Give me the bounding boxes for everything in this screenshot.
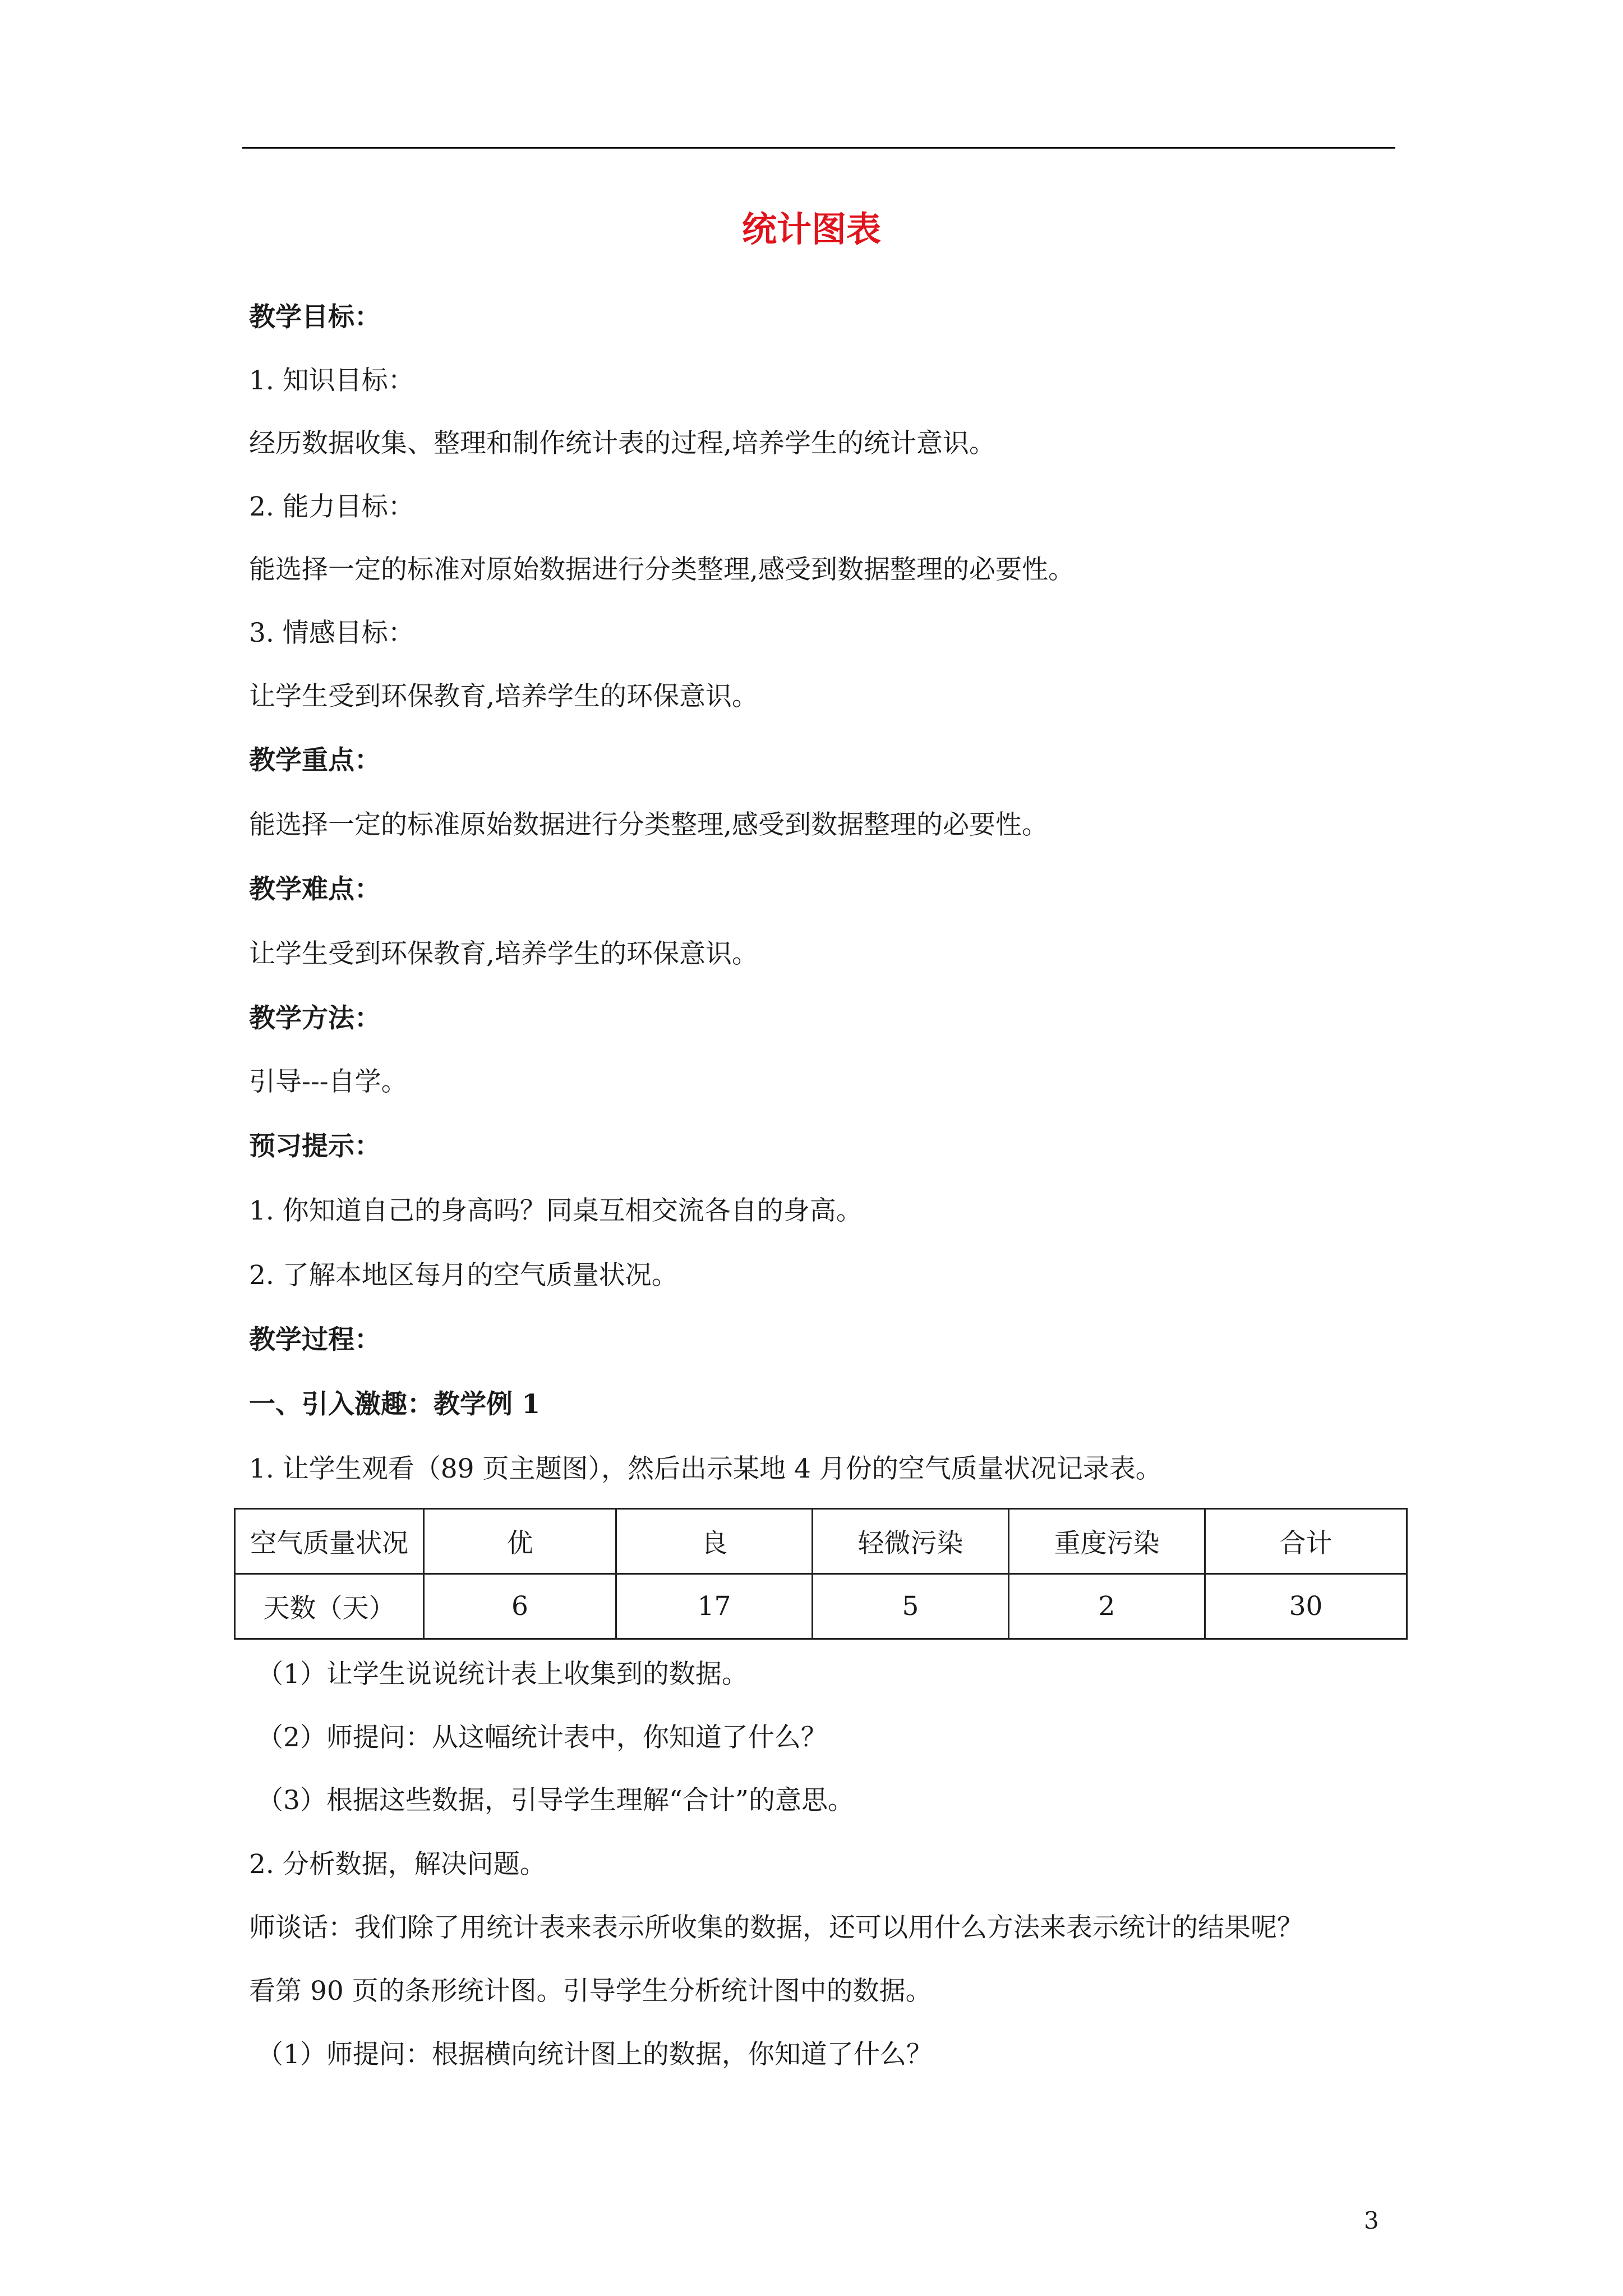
goal-2-label: 2. 能力目标：: [249, 491, 414, 522]
heading-methods: 教学方法：: [249, 1003, 381, 1034]
heading-preview: 预习提示：: [249, 1131, 381, 1162]
table-cell: 2: [1009, 1574, 1205, 1639]
teacher-talk: 师谈话：我们除了用统计表来表示所收集的数据，还可以用什么方法来表示统计的结果呢？: [249, 1912, 1303, 1943]
difficulties-text: 让学生受到环保教育,培养学生的环保意识。: [249, 938, 758, 969]
goal-3-text: 让学生受到环保教育,培养学生的环保意识。: [249, 681, 758, 712]
header-rule: [242, 147, 1395, 149]
table-cell: 17: [616, 1574, 813, 1639]
table-cell: 5: [813, 1574, 1009, 1639]
table-cell: 6: [424, 1574, 616, 1639]
sub-step-1: （1）让学生说说统计表上收集到的数据。: [257, 1659, 748, 1690]
goal-3-label: 3. 情感目标：: [249, 618, 414, 648]
sub-step-3: （3）根据这些数据，引导学生理解“合计”的意思。: [257, 1785, 854, 1816]
heading-difficulties: 教学难点：: [249, 874, 381, 905]
table-header-cell: 重度污染: [1009, 1509, 1205, 1574]
section-1-heading: 一、引入激趣：教学例 1: [249, 1389, 541, 1420]
goal-2-text: 能选择一定的标准对原始数据进行分类整理,感受到数据整理的必要性。: [249, 554, 1075, 585]
table-header-cell: 优: [424, 1509, 616, 1574]
heading-process: 教学过程：: [249, 1324, 381, 1355]
preview-item-2: 2. 了解本地区每月的空气质量状况。: [249, 1260, 678, 1291]
air-quality-table: [234, 1508, 1408, 1640]
table-cell: 30: [1205, 1574, 1407, 1639]
goal-1-label: 1. 知识目标：: [249, 365, 414, 396]
sub-step-2: （2）师提问：从这幅统计表中，你知道了什么？: [257, 1722, 827, 1753]
table-header-cell: 轻微污染: [813, 1509, 1009, 1574]
preview-item-1: 1. 你知道自己的身高吗？同桌互相交流各自的身高。: [249, 1195, 863, 1226]
sub-step-4: （1）师提问：根据横向统计图上的数据，你知道了什么？: [257, 2039, 933, 2070]
table-row: [235, 1574, 1407, 1639]
key-points-text: 能选择一定的标准原始数据进行分类整理,感受到数据整理的必要性。: [249, 809, 1048, 840]
process-step-1: 1. 让学生观看（89 页主题图），然后出示某地 4 月份的空气质量状况记录表。: [249, 1453, 1162, 1484]
table-header-cell: 合计: [1205, 1509, 1407, 1574]
process-step-2: 2. 分析数据，解决问题。: [249, 1849, 546, 1880]
table-header-cell: 良: [616, 1509, 813, 1574]
table-header-row: [235, 1509, 1407, 1574]
heading-teaching-goals: 教学目标：: [249, 302, 381, 333]
bar-chart-instruction: 看第 90 页的条形统计图。引导学生分析统计图中的数据。: [249, 1976, 932, 2007]
page-number: 3: [1364, 2207, 1379, 2234]
page-title: 统计图表: [741, 209, 881, 250]
table-cell: 天数（天）: [235, 1574, 424, 1639]
goal-1-text: 经历数据收集、整理和制作统计表的过程,培养学生的统计意识。: [249, 428, 995, 459]
methods-text: 引导---自学。: [249, 1066, 408, 1097]
table-header-cell: 空气质量状况: [235, 1509, 424, 1574]
heading-key-points: 教学重点：: [249, 745, 381, 776]
